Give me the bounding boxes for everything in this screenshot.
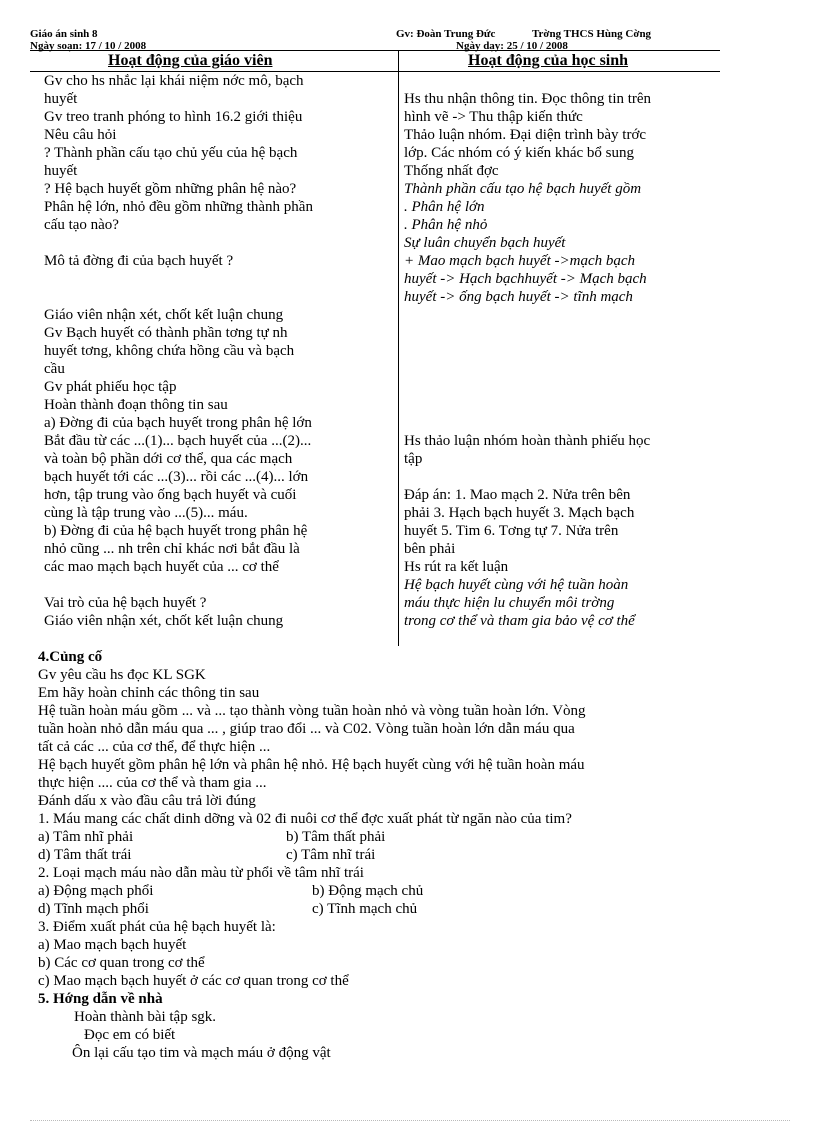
q3-option: a) Mao mạch bạch huyết	[38, 937, 187, 953]
student-line: . Phân hệ lớn	[404, 199, 485, 215]
q1-options	[38, 828, 768, 864]
student-line	[404, 306, 744, 324]
student-line: Hs thu nhận thông tin. Đọc thông tin trên	[404, 91, 652, 107]
teacher-line	[44, 234, 394, 252]
teacher-line: b) Đờng đi của hệ bạch huyết trong phân hệ	[44, 523, 308, 539]
student-line: Đáp án: 1. Mao mạch 2. Nửa trên bên	[404, 487, 631, 503]
student-line	[404, 360, 744, 378]
student-line: Sự luân chuyển bạch huyết	[404, 235, 566, 251]
section4-line: Hệ bạch huyết gồm phân hệ lớn và phân hệ nhỏ. Hệ bạch huyết cùng với hệ tuần hoàn máu	[38, 757, 585, 773]
q2-option: a) Động mạch phổi	[38, 883, 154, 899]
section4-line: Gv yêu cầu hs đọc KL SGK	[38, 667, 206, 683]
teacher-line: Vai trò của hệ bạch huyết ?	[44, 595, 207, 611]
teacher-line: Nêu câu hỏi	[44, 127, 117, 143]
teacher-line: Mô tả đờng đi của bạch huyết ?	[44, 253, 234, 269]
section5-title: 5. Hớng dẫn về nhà	[38, 991, 163, 1007]
q1-option: a) Tâm nhĩ phải	[38, 829, 134, 845]
q1-option: d) Tâm thất trái	[38, 847, 132, 863]
q2-option: d) Tĩnh mạch phổi	[38, 901, 149, 917]
q2-option-row	[38, 900, 768, 918]
section4-line: 1. Máu mang các chất dinh dỡng và 02 đi nuôi cơ thể đợc xuất phát từ ngăn nào của tim?	[38, 811, 572, 827]
teacher-line: cùng là tập trung vào ...(5)... máu.	[44, 505, 248, 521]
student-line	[404, 414, 744, 432]
student-line: Thành phần cấu tạo hệ bạch huyết gồm	[404, 181, 642, 197]
table-top-rule	[30, 50, 720, 51]
q1-option-row	[38, 828, 768, 846]
student-line: Hs thảo luận nhóm hoàn thành phiếu học	[404, 433, 651, 449]
student-line	[404, 324, 744, 342]
q2-options	[38, 882, 768, 918]
teacher-line: huyết	[44, 91, 78, 107]
teacher-name: Gv: Đoàn Trung Đức	[396, 28, 496, 40]
student-activities	[404, 72, 744, 630]
school-name: Trờng THCS Hùng Cờng	[532, 28, 652, 40]
q1-option: c) Tâm nhĩ trái	[286, 847, 376, 863]
student-line	[404, 468, 744, 486]
section4-lines	[38, 666, 768, 828]
student-line: máu thực hiện lu chuyển môi trờng	[404, 595, 615, 611]
prep-date: Ngày soạn: 17 / 10 / 2008	[30, 40, 147, 52]
table-column-divider	[398, 50, 399, 646]
q2-option: b) Động mạch chủ	[312, 883, 424, 899]
section5-line: Đọc em có biết	[84, 1027, 176, 1043]
student-line	[404, 72, 744, 90]
student-column-header: Hoạt động của học sinh	[468, 52, 629, 69]
teacher-line: các mao mạch bạch huyết của ... cơ thể	[44, 559, 279, 575]
q3-option: b) Các cơ quan trong cơ thể	[38, 955, 205, 971]
section4-line: thực hiện .... của cơ thể và tham gia ...	[38, 775, 267, 791]
teacher-line: Giáo viên nhận xét, chốt kết luận chung	[44, 307, 284, 323]
student-line	[404, 396, 744, 414]
q3-options	[38, 936, 768, 990]
student-line: lớp. Các nhóm có ý kiến khác bổ sung	[404, 145, 634, 161]
student-line: huyết 5. Tim 6. Tơng tự 7. Nửa trên	[404, 523, 619, 539]
teacher-activities	[44, 72, 394, 630]
teacher-line: Gv Bạch huyết có thành phần tơng tự nh	[44, 325, 288, 341]
teacher-line: cấu tạo nào?	[44, 217, 119, 233]
student-line: bên phải	[404, 541, 456, 557]
section4-line: Đánh dấu x vào đầu câu trả lời đúng	[38, 793, 256, 809]
q2-text: 2. Loại mạch máu nào dẫn màu từ phổi về tâm nhĩ trái	[38, 865, 364, 881]
q3-text: 3. Điểm xuất phát của hệ bạch huyết là:	[38, 919, 276, 935]
student-line: Thảo luận nhóm. Đại diện trình bày trớc	[404, 127, 647, 143]
teacher-line	[44, 270, 394, 288]
q1-option: b) Tâm thất phải	[286, 829, 386, 845]
teacher-line: ? Hệ bạch huyết gồm những phân hệ nào?	[44, 181, 297, 197]
teacher-line: Gv cho hs nhắc lại khái niệm nớc mô, bạch	[44, 73, 304, 89]
q2-option-row	[38, 882, 768, 900]
student-line: huyết -> ống bạch huyết -> tĩnh mạch	[404, 289, 633, 305]
teacher-line: a) Đờng đi của bạch huyết trong phân hệ lớn	[44, 415, 312, 431]
q2-option: c) Tĩnh mạch chủ	[312, 901, 418, 917]
student-line	[404, 342, 744, 360]
teach-date: Ngày dạy: 25 / 10 / 2008	[456, 40, 568, 52]
student-line: huyết -> Hạch bạchhuyết -> Mạch bạch	[404, 271, 647, 287]
section4-title: 4.Củng cố	[38, 649, 103, 665]
section4-line: tuần hoàn nhỏ dẫn máu qua ... , giúp trao đổi ... và C02. Vòng tuần hoàn lớn dẫn máu qua	[38, 721, 575, 737]
student-line: + Mao mạch bạch huyết ->mạch bạch	[404, 253, 636, 269]
student-line: Hs rút ra kết luận	[404, 559, 509, 575]
teacher-line: Gv phát phiếu học tập	[44, 379, 177, 395]
student-line: trong cơ thể và tham gia bảo vệ cơ thể	[404, 613, 635, 629]
teacher-line: cầu	[44, 361, 65, 377]
section5-lines	[38, 1008, 768, 1062]
section4-line: Em hãy hoàn chỉnh các thông tin sau	[38, 685, 260, 701]
section4-line: Hệ tuần hoàn máu gồm ... và ... tạo thành vòng tuần hoàn nhỏ và vòng tuần hoàn lớn. Vòng	[38, 703, 586, 719]
teacher-line: Bắt đầu từ các ...(1)... bạch huyết của ...(2)...	[44, 433, 312, 449]
q3-option: c) Mao mạch bạch huyết ở các cơ quan trong cơ thể	[38, 973, 349, 989]
teacher-line: Gv treo tranh phóng to hình 16.2 giới thiệu	[44, 109, 303, 125]
student-line: hình vẽ -> Thu thập kiến thức	[404, 109, 583, 125]
section5-line: Ôn lại cấu tạo tim và mạch máu ở động vật	[72, 1045, 331, 1061]
section4-line: tất cả các ... của cơ thể, để thực hiện ...	[38, 739, 271, 755]
teacher-line: Hoàn thành đoạn thông tin sau	[44, 397, 228, 413]
teacher-column-header: Hoạt động của giáo viên	[108, 52, 273, 69]
section5-line: Hoàn thành bài tập sgk.	[74, 1009, 217, 1025]
teacher-line: bạch huyết tới các ...(3)... rồi các ...(4)... lớn	[44, 469, 309, 485]
student-line	[404, 378, 744, 396]
teacher-line: huyết tơng, không chứa hồng cầu và bạch	[44, 343, 295, 359]
teacher-line: Giáo viên nhận xét, chốt kết luận chung	[44, 613, 284, 629]
teacher-line	[44, 288, 394, 306]
teacher-line: ? Thành phần cấu tạo chủ yếu của hệ bạch	[44, 145, 298, 161]
lesson-section	[38, 648, 768, 1062]
teacher-line: nhỏ cũng ... nh trên chỉ khác nơi bắt đầu là	[44, 541, 300, 557]
q1-option-row	[38, 846, 768, 864]
student-line: . Phân hệ nhỏ	[404, 217, 488, 233]
student-line: phải 3. Hạch bạch huyết 3. Mạch bạch	[404, 505, 635, 521]
student-line: Thống nhất đợc	[404, 163, 499, 179]
student-line: Hệ bạch huyết cùng với hệ tuần hoàn	[404, 577, 629, 593]
footer-dotted-rule	[30, 1120, 790, 1121]
student-line: tập	[404, 451, 423, 467]
subject-label: Giáo án sinh 8	[30, 28, 98, 40]
teacher-line: huyết	[44, 163, 78, 179]
teacher-line	[44, 576, 394, 594]
teacher-line: và toàn bộ phần dới cơ thể, qua các mạch	[44, 451, 293, 467]
teacher-line: Phân hệ lớn, nhỏ đều gồm những thành phần	[44, 199, 313, 215]
teacher-line: hơn, tập trung vào ống bạch huyết và cuối	[44, 487, 297, 503]
